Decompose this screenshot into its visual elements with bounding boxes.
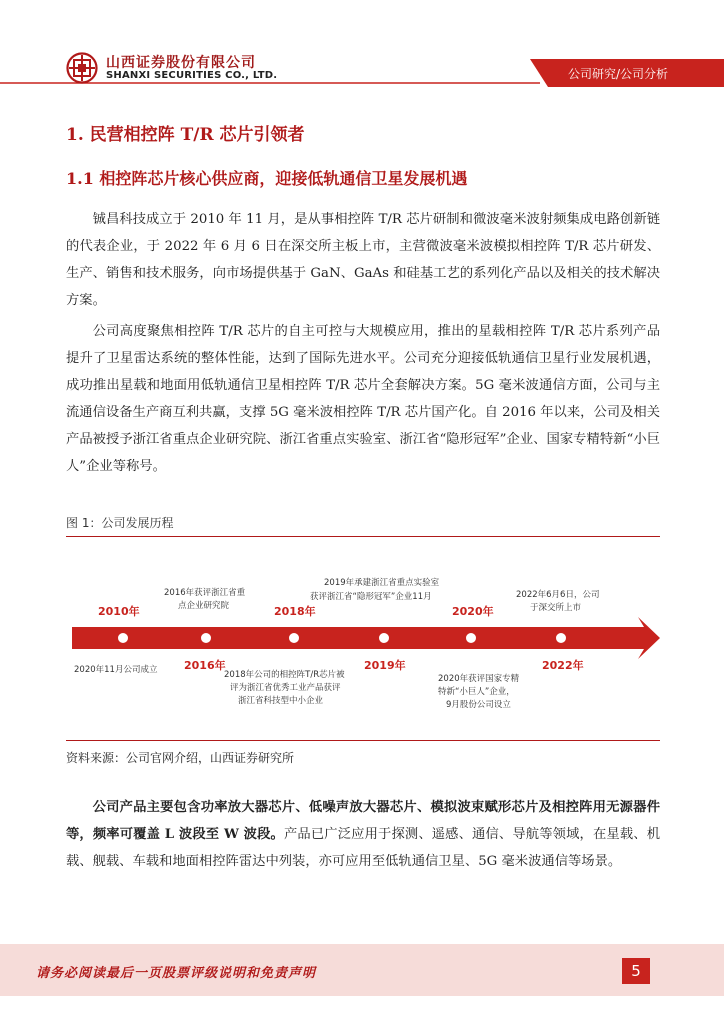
event-2020-line-2: 特新“小巨人”企业， — [438, 687, 515, 697]
timeline-dot-2010 — [118, 633, 128, 643]
event-2020-line-1: 2020年获评国家专精 — [438, 674, 520, 684]
event-2019-line-2: 获评浙江省“隐形冠军”企业11月 — [310, 592, 432, 602]
timeline-year-2022: 2022年 — [542, 659, 584, 672]
timeline-year-2020: 2020年 — [452, 605, 494, 618]
timeline-year-2019: 2019年 — [364, 659, 406, 672]
page-number: 5 — [622, 958, 650, 984]
section-heading-1: 1. 民营相控阵 T/R 芯片引领者 — [66, 125, 305, 145]
figure-source: 资料来源：公司官网介绍，山西证券研究所 — [66, 751, 295, 765]
figure-top-rule — [66, 536, 660, 537]
event-2018-line-2: 评为浙江省优秀工业产品获评 — [230, 683, 341, 693]
event-2022-line-2: 于深交所上市 — [530, 603, 582, 613]
timeline-arrow — [72, 617, 660, 659]
event-2019-line-1: 2019年承建浙江省重点实验室 — [324, 578, 440, 588]
company-name-en: SHANXI SECURITIES CO., LTD. — [106, 70, 278, 81]
paragraph-products-highlight: 公司产品主要包含功率放大器芯片、低噪声放大器芯片、模拟波束赋形芯片及相控阵用无源器件等，频率可覆盖 L 波段至 W 波段。 — [66, 800, 660, 842]
company-logo-icon — [66, 52, 98, 84]
report-category-tag: 公司研究/公司分析 — [567, 67, 668, 81]
paragraph-products — [66, 794, 660, 875]
event-2016-line-2: 点企业研究院 — [178, 601, 230, 611]
event-2018-line-1: 2018年公司的相控阵T/R芯片被 — [224, 670, 345, 680]
paragraph-strategy: 公司高度聚焦相控阵 T/R 芯片的自主可控与大规模应用，推出的星载相控阵 T/R 芯片系列产品提升了卫星雷达系统的整体性能，达到了国际先进水平。公司充分迎接低轨通信卫星行业发展机遇，成功推出星载和地面用低轨通信卫星相控阵 T/R 芯片全套解决方案。5G 毫米波通信方面，公司与主流通信设备生产商互利共赢，支撑 5G 毫米波相控阵 T/R 芯片国产化。自 2016 年以来，公司及相关产品被授予浙江省重点企业研究院、浙江省重点实验室、浙江省“隐形冠军”企业、国家专精特新“小巨人”企业等称号。 — [66, 324, 660, 474]
timeline-dot-2020 — [466, 633, 476, 643]
timeline-dot-2022 — [556, 633, 566, 643]
paragraph-intro: 铖昌科技成立于 2010 年 11 月，是从事相控阵 T/R 芯片研制和微波毫米波射频集成电路创新链的代表企业，于 2022 年 6 月 6 日在深交所主板上市，主营微波毫米波模拟相控阵 T/R 芯片研发、生产、销售和技术服务，向市场提供基于 GaN、GaAs 和硅基工艺的系列化产品以及相关的技术解决方案。 — [66, 212, 660, 308]
section-heading-1-1: 1.1 相控阵芯片核心供应商，迎接低轨通信卫星发展机遇 — [66, 169, 468, 188]
event-2018-line-3: 浙江省科技型中小企业 — [238, 696, 324, 706]
timeline-dot-2018 — [289, 633, 299, 643]
event-2016-line-1: 2016年获评浙江省重 — [164, 588, 246, 598]
event-2020-line-3: 9月股份公司设立 — [446, 700, 511, 710]
timeline-year-2018: 2018年 — [274, 605, 316, 618]
company-name-cn: 山西证券股份有限公司 — [106, 55, 256, 71]
event-2010: 2020年11月公司成立 — [74, 665, 158, 675]
timeline-year-2010: 2010年 — [98, 605, 140, 618]
figure-bottom-rule — [66, 740, 660, 741]
figure-caption: 图 1：公司发展历程 — [66, 516, 174, 530]
timeline-dot-2016 — [201, 633, 211, 643]
development-timeline — [66, 545, 666, 745]
timeline-dot-2019 — [379, 633, 389, 643]
timeline-year-2016: 2016年 — [184, 659, 226, 672]
event-2022-line-1: 2022年6月6日，公司 — [516, 590, 600, 600]
disclaimer-link[interactable]: 请务必阅读最后一页股票评级说明和免责声明 — [36, 966, 317, 981]
paragraph-products-rest: 产品已广泛应用于探测、遥感、通信、导航等领域，在星载、机载、舰载、车载和地面相控阵雷达中列装，亦可应用至低轨通信卫星、5G 毫米波通信等场景。 — [66, 827, 660, 869]
